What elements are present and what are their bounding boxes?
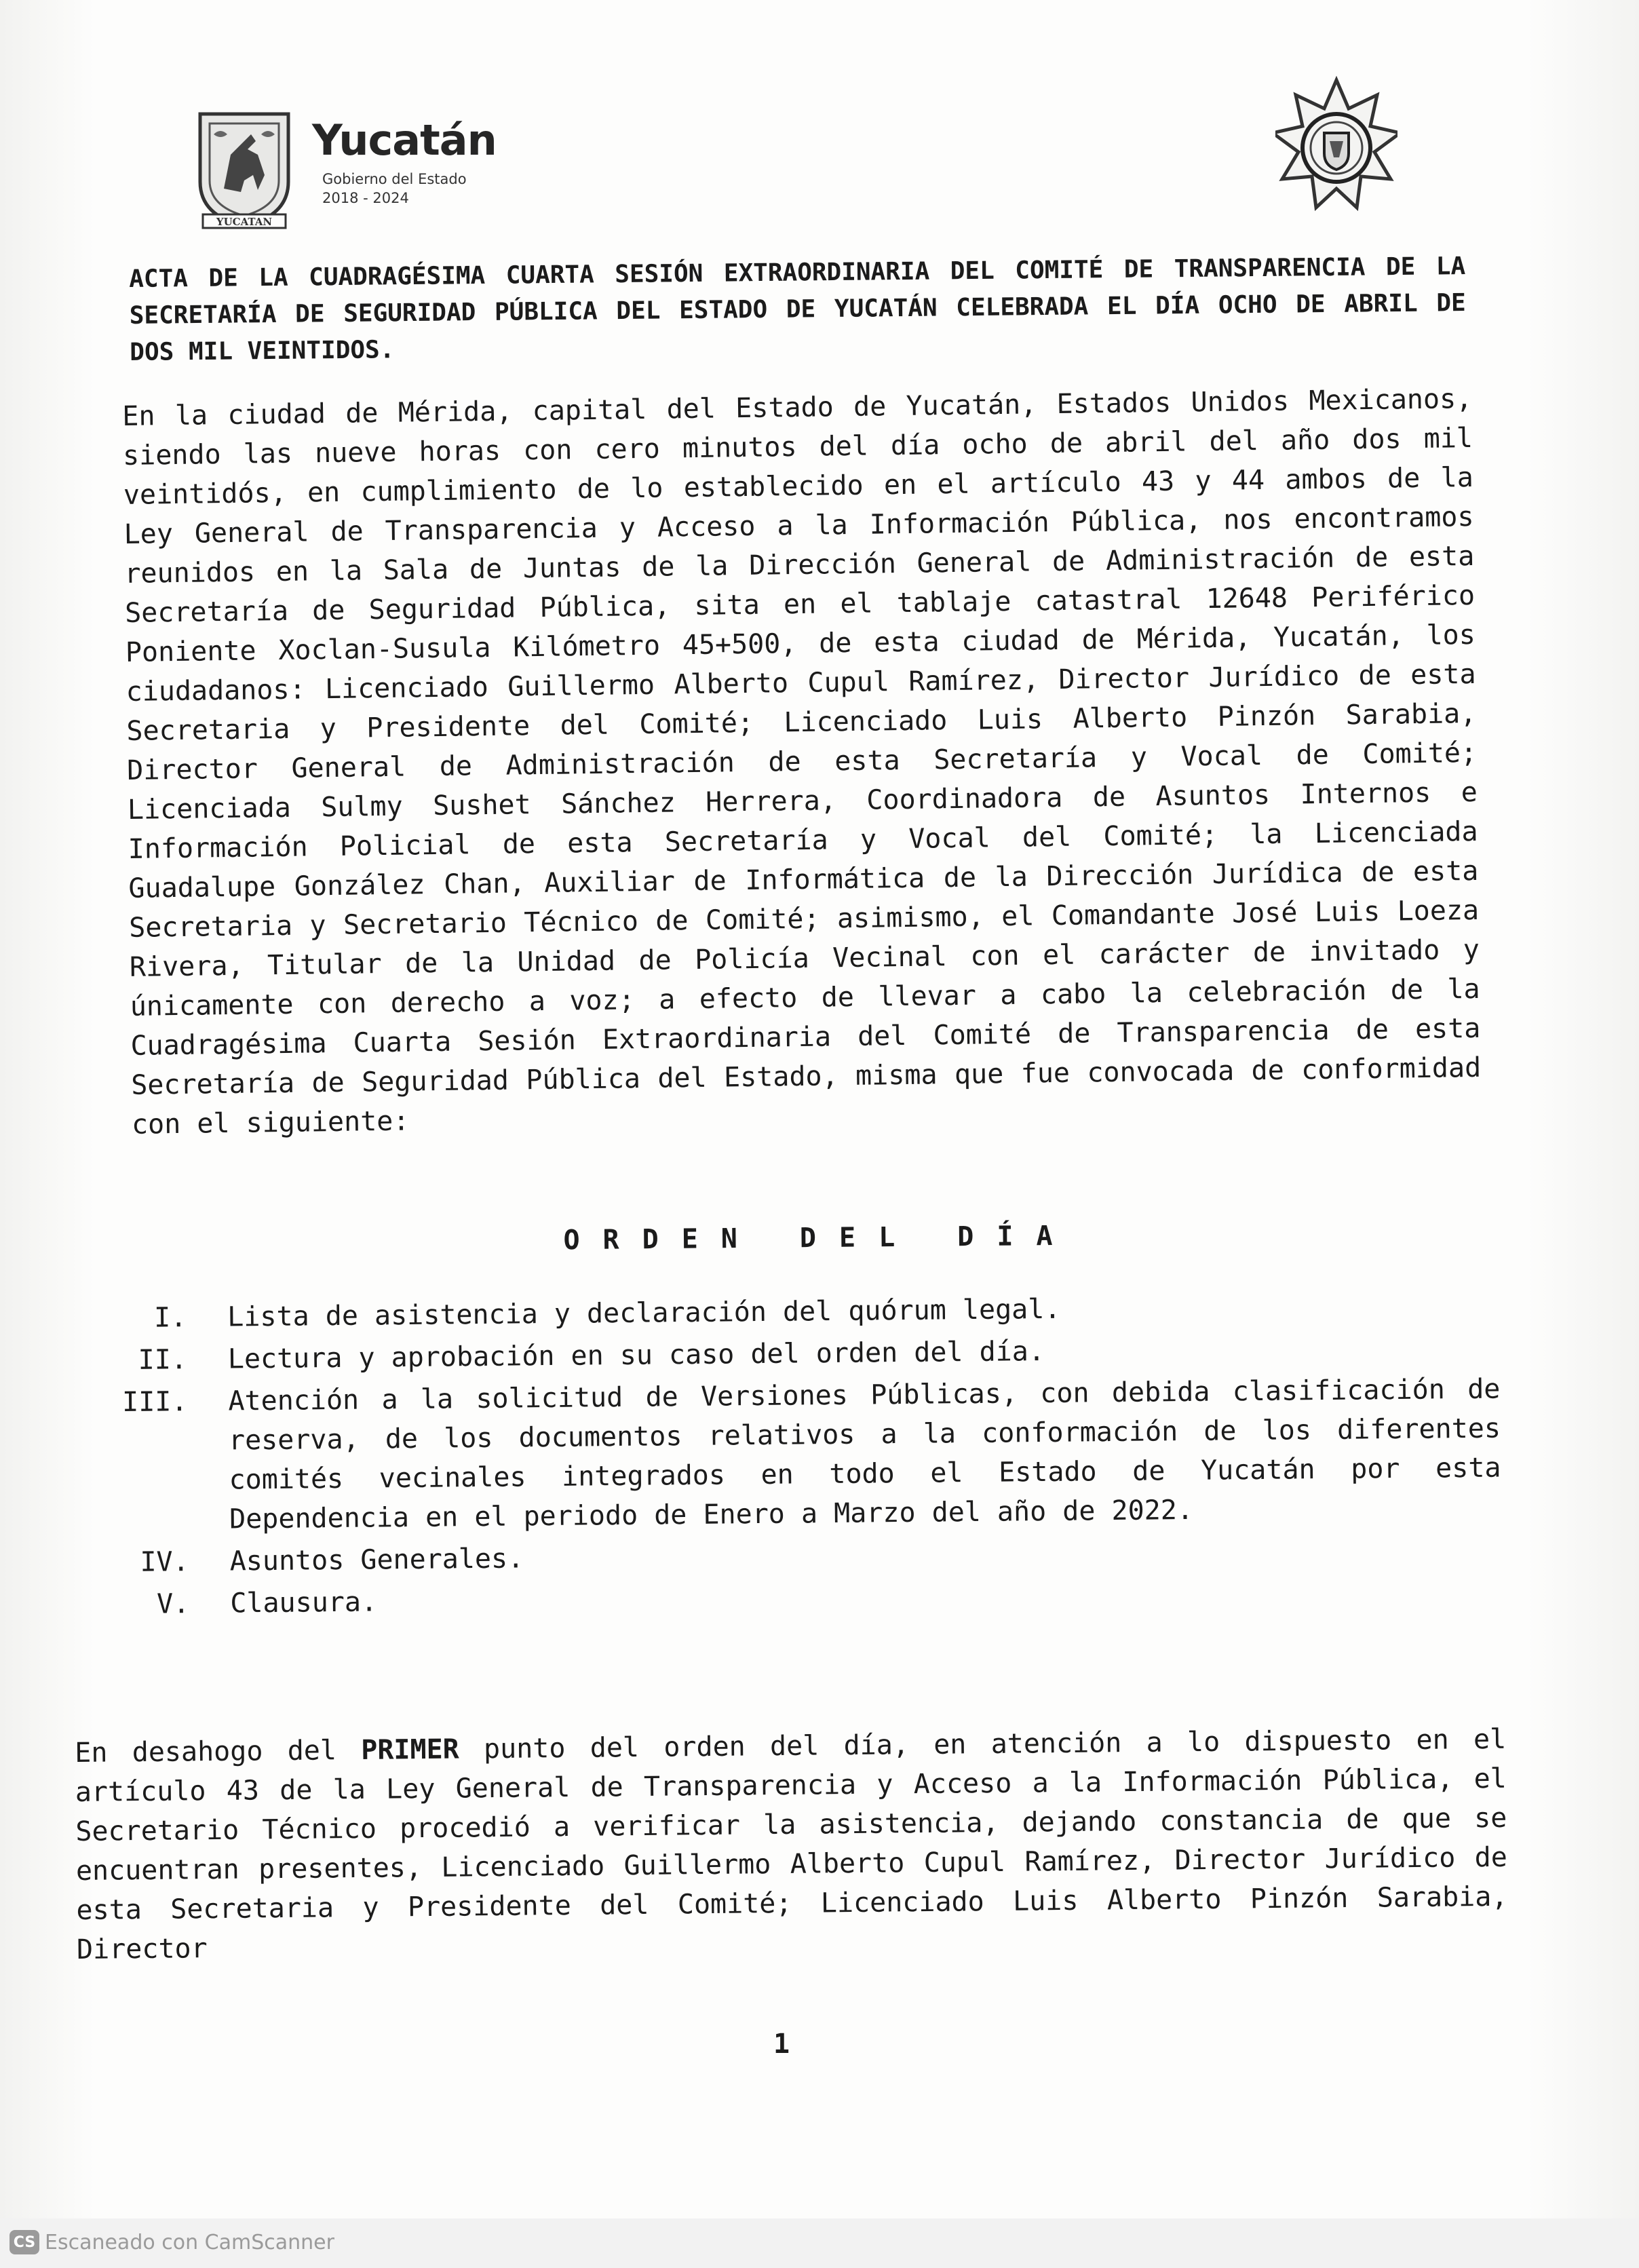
agenda-item	[55, 1370, 1501, 1541]
scanner-watermark-text: Escaneado con CamScanner	[45, 2231, 334, 2254]
first-point-paragraph	[75, 1720, 1508, 1969]
gobierno-yucatan-logo	[193, 102, 512, 237]
agenda-item-number: I.	[153, 1302, 187, 1334]
yucatan-shield-icon	[193, 107, 295, 229]
shield-caption: YUCATAN	[216, 216, 273, 228]
agenda-item-text: Clausura.	[230, 1586, 378, 1619]
document-title: ACTA DE LA CUADRAGÉSIMA CUARTA SESIÓN EXTRAORDINARIA DEL COMITÉ DE TRANSPARENCIA DE LA SECRETARÍA DE SEGURIDAD PÚBLICA DEL ESTADO DE YUCATÁN CELEBRADA EL DÍA OCHO DE ABRIL DE DOS MIL VEINTIDOS.	[129, 252, 1466, 366]
agenda-item-number: II.	[138, 1344, 188, 1376]
agenda-item-number: III.	[121, 1386, 188, 1419]
gov-logo-wordmark: Yucatán	[312, 115, 497, 165]
agenda-item-number: IV.	[140, 1546, 189, 1578]
agenda-item-text: Atención a la solicitud de Versiones Públicas, con debida clasificación de reserva, de los documentos relativos a la conformación de los diferentes comités vecinales integrados en todo el Estado de Yucatán por esta Dependencia en el periodo de Enero a Marzo del año de 2022.	[228, 1373, 1501, 1535]
agenda-list	[54, 1286, 1503, 1628]
agenda-item-text: Asuntos Generales.	[229, 1543, 524, 1577]
agenda-item-number: V.	[156, 1588, 190, 1620]
first-point-lead: En desahogo del	[75, 1734, 362, 1769]
intro-paragraph: En la ciudad de Mérida, capital del Estado de Yucatán, Estados Unidos Mexicanos, siendo las nueve horas con cero minutos del día ocho de abril del año dos mil veintidós, en cumplimiento de lo establecido en el artículo 43 y 44 ambos de la Ley General de Transparencia y Acceso a la Información Pública, nos encontramos reunidos en la Sala de Juntas de la Dirección General de Administración de esta Secretaría de Seguridad Pública, sita en el tablaje catastral 12648 Periférico Poniente Xoclan-Susula Kilómetro 45+500, de esta ciudad de Mérida, Yucatán, los ciudadanos: Licenciado Guillermo Alberto Cupul Ramírez, Director Jurídico de esta Secretaria y Presidente del Comité; Licenciado Luis Alberto Pinzón Sarabia, Director General de Administración de esta Secretaría y Vocal de Comité; Licenciada Sulmy Sushet Sánchez Herrera, Coordinadora de Asuntos Internos e Información Policial de esta Secretaría y Vocal del Comité; la Licenciada Guadalupe González Chan, Auxiliar de Informática de la Dirección Jurídica de esta Secretaria y Secretario Técnico de Comité; asimismo, el Comandante José Luis Loeza Rivera, Titular de la Unidad de Policía Vecinal con el carácter de invitado y únicamente con derecho a voz; a efecto de llevar a cabo la celebración de la Cuadragésima Cuarta Sesión Extraordinaria del Comité de Transparencia de esta Secretaría de Seguridad Pública del Estado, misma que fue convocada de conformidad con el siguiente:	[122, 383, 1482, 1140]
agenda-item-text: Lista de asistencia y declaración del quórum legal.	[227, 1293, 1061, 1333]
gov-logo-years: 2018 - 2024	[322, 190, 409, 206]
agenda-item-text: Lectura y aprobación en su caso del orden del día.	[227, 1335, 1045, 1375]
ssp-star-emblem-icon	[1275, 75, 1397, 224]
first-point-emphasis: PRIMER	[361, 1733, 459, 1766]
page-number: 1	[773, 2029, 790, 2060]
agenda-heading: ORDEN DEL DÍA	[563, 1220, 1076, 1256]
first-point-rest: punto del orden del día, en atención a lo dispuesto en el artículo 43 de la Ley General de Transparencia y Acceso a la Información Pública, el Secretario Técnico procedió a verificar la asistencia, dejando constancia de que se encuentran presentes, Licenciado Guillermo Alberto Cupul Ramírez, Director Jurídico de esta Secretaria y Presidente del Comité; Licenciado Luis Alberto Pinzón Sarabia, Director	[75, 1723, 1508, 1965]
gov-logo-subtitle: Gobierno del Estado	[322, 171, 467, 187]
camscanner-logo-icon: CS	[9, 2230, 39, 2254]
